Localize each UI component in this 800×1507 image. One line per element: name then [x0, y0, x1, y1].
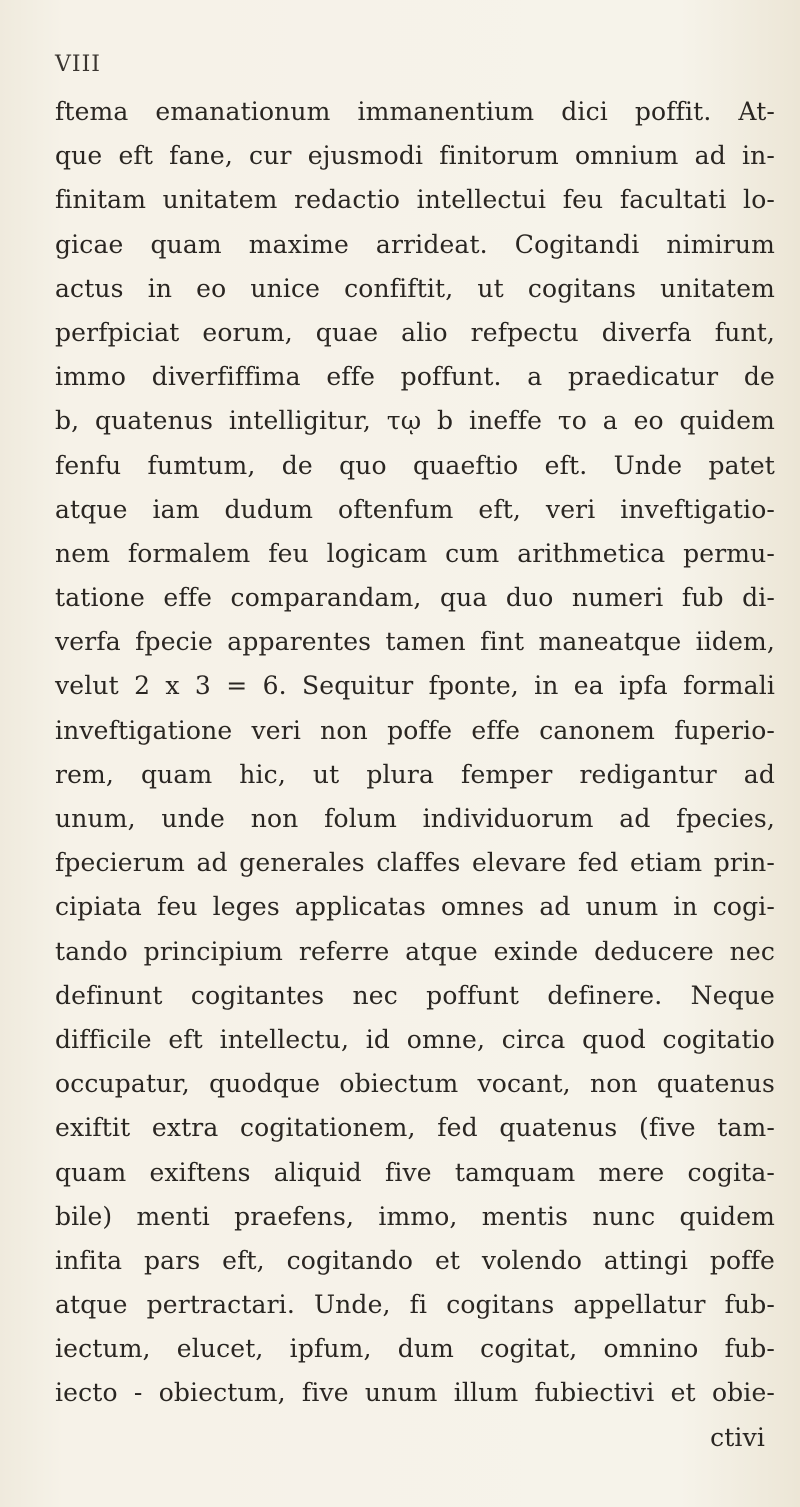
- text-line: b, quatenus intelligitur, τῳ b ineffe το a eo quidem: [55, 406, 775, 436]
- text-line: tatione effe comparandam, qua duo numeri fub di-: [55, 583, 775, 613]
- text-line: finitam unitatem redactio intellectui feu facultati lo-: [55, 185, 775, 215]
- text-line: nem formalem feu logicam cum arithmetica permu-: [55, 538, 775, 568]
- text-line: occupatur, quodque obiectum vocant, non quatenus: [55, 1069, 775, 1099]
- text-line: que eft fane, cur ejusmodi finitorum omnium ad in-: [55, 141, 775, 171]
- text-line: cipiata feu leges applicatas omnes ad unum in cogi-: [55, 892, 775, 922]
- catchword: ctivi: [710, 1422, 765, 1452]
- page-number: VIII: [55, 52, 101, 77]
- text-line: fpecierum ad generales claffes elevare fed etiam prin-: [55, 848, 775, 878]
- text-line: difficile eft intellectu, id omne, circa quod cogitatio: [55, 1024, 775, 1054]
- text-line: atque iam dudum oftenfum eft, veri inveftigatio-: [55, 494, 775, 524]
- text-line: quam exiftens aliquid five tamquam mere cogita-: [55, 1157, 775, 1187]
- text-line: atque pertractari. Unde, fi cogitans appellatur fub-: [55, 1290, 775, 1320]
- body-text: [55, 90, 775, 1460]
- text-line: definunt cogitantes nec poffunt definere. Neque: [55, 980, 775, 1010]
- text-line: verfa fpecie apparentes tamen fint maneatque iidem,: [55, 627, 775, 657]
- text-line: iectum, elucet, ipfum, dum cogitat, omnino fub-: [55, 1334, 775, 1364]
- text-line: actus in eo unice confiftit, ut cogitans unitatem: [55, 273, 775, 303]
- text-line: velut 2 x 3 = 6. Sequitur fponte, in ea ipfa formali: [55, 671, 775, 701]
- text-line: perfpiciat eorum, quae alio refpectu diverfa funt,: [55, 317, 775, 347]
- text-line: iecto - obiectum, five unum illum fubiectivi et obie-: [55, 1378, 775, 1408]
- text-line: ftema emanationum immanentium dici poffit. At-: [55, 97, 775, 126]
- text-line: infita pars eft, cogitando et volendo attingi poffe: [55, 1245, 775, 1275]
- text-line: unum, unde non folum individuorum ad fpecies,: [55, 804, 775, 833]
- text-line: rem, quam hic, ut plura femper redigantur ad: [55, 759, 775, 789]
- text-line: gicae quam maxime arrideat. Cogitandi nimirum: [55, 229, 775, 259]
- text-line: fenfu fumtum, de quo quaeftio eft. Unde patet: [55, 450, 775, 480]
- text-line: immo diverfiffima effe poffunt. a praedicatur de: [55, 362, 775, 392]
- text-line: exiftit extra cogitationem, fed quatenus (five tam-: [55, 1113, 775, 1143]
- text-line: bile) menti praefens, immo, mentis nunc quidem: [55, 1201, 775, 1231]
- text-line: inveftigatione veri non poffe effe canonem fuperio-: [55, 715, 775, 745]
- text-line: tando principium referre atque exinde deducere nec: [55, 936, 775, 966]
